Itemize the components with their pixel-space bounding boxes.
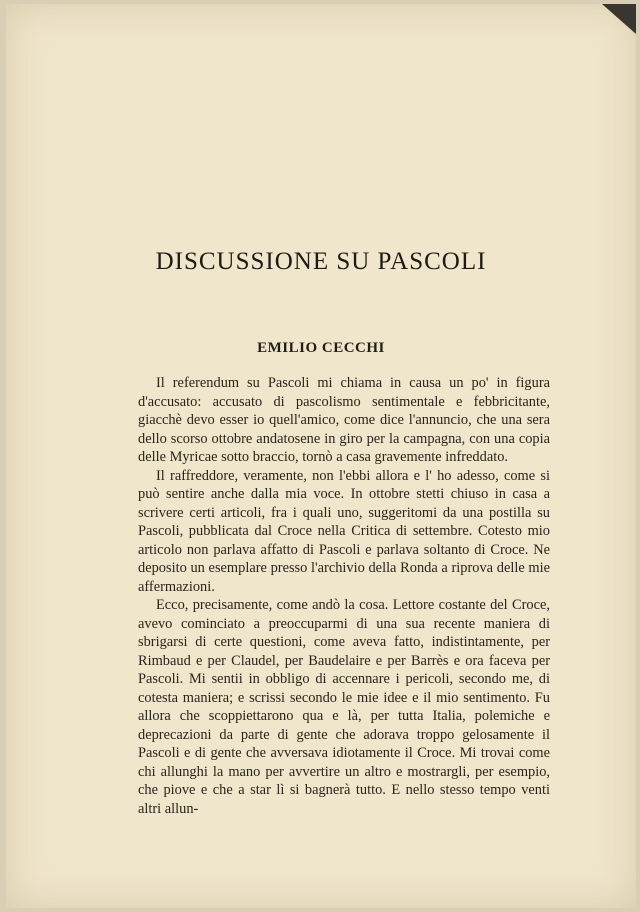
page-corner	[602, 4, 636, 34]
book-page	[6, 4, 636, 908]
page-title: DISCUSSIONE SU PASCOLI	[155, 248, 487, 275]
article-body	[138, 374, 550, 818]
paragraph-2: Il raffreddore, veramente, non l'ebbi allora e l' ho adesso, come si può sentire anche dalla mia voce. In ottobre stetti chiuso in casa a scrivere certi articoli, fra i quali uno, suggeritomi da una postilla su Pascoli, pubblicata dal Croce nella Critica di settembre. Cotesto mio articolo non parlava affatto di Pascoli e parlava soltanto di Croce. Ne deposito un esemplare presso l'archivio della Ronda a riprova delle mie affermazioni.	[138, 467, 550, 595]
paragraph-1: Il referendum su Pascoli mi chiama in causa un po' in figura d'accusato: accusato di pascolismo sentimentale e febbricitante, giacchè devo esser io quell'amico, come dice l'annuncio, che una sera dello scorso ottobre andatosene in giro per la campagna, con una copia delle Myricae sotto braccio, tornò a casa gravemente infreddato.	[138, 375, 550, 465]
paragraph-3: Ecco, precisamente, come andò la cosa. Lettore costante del Croce, avevo cominciato a preoccuparmi di una sua recente maniera di sbrigarsi di certe questioni, come aveva fatto, indistintamente, per Rimbaud e per Claudel, per Baudelaire e per Barrès e ora faceva per Pascoli. Mi sentii in obbligo di accennare i pericoli, secondo me, di cotesta maniera; e scrissi secondo le mie idee e il mio sentimento. Fu allora che scoppiettarono qua e là, per tutta Italia, polemiche e deprecazioni da parte di gente che adorava troppo gelosamente il Pascoli e di gente che avversava idiotamente il Croce. Mi trovai come chi allunghi la mano per avvertire un altro e mostrargli, per esempio, che piove e che a star lì si bagnerà tutto. E nello stesso tempo venti altri allun-	[138, 597, 550, 817]
author-name: EMILIO CECCHI	[257, 340, 385, 356]
